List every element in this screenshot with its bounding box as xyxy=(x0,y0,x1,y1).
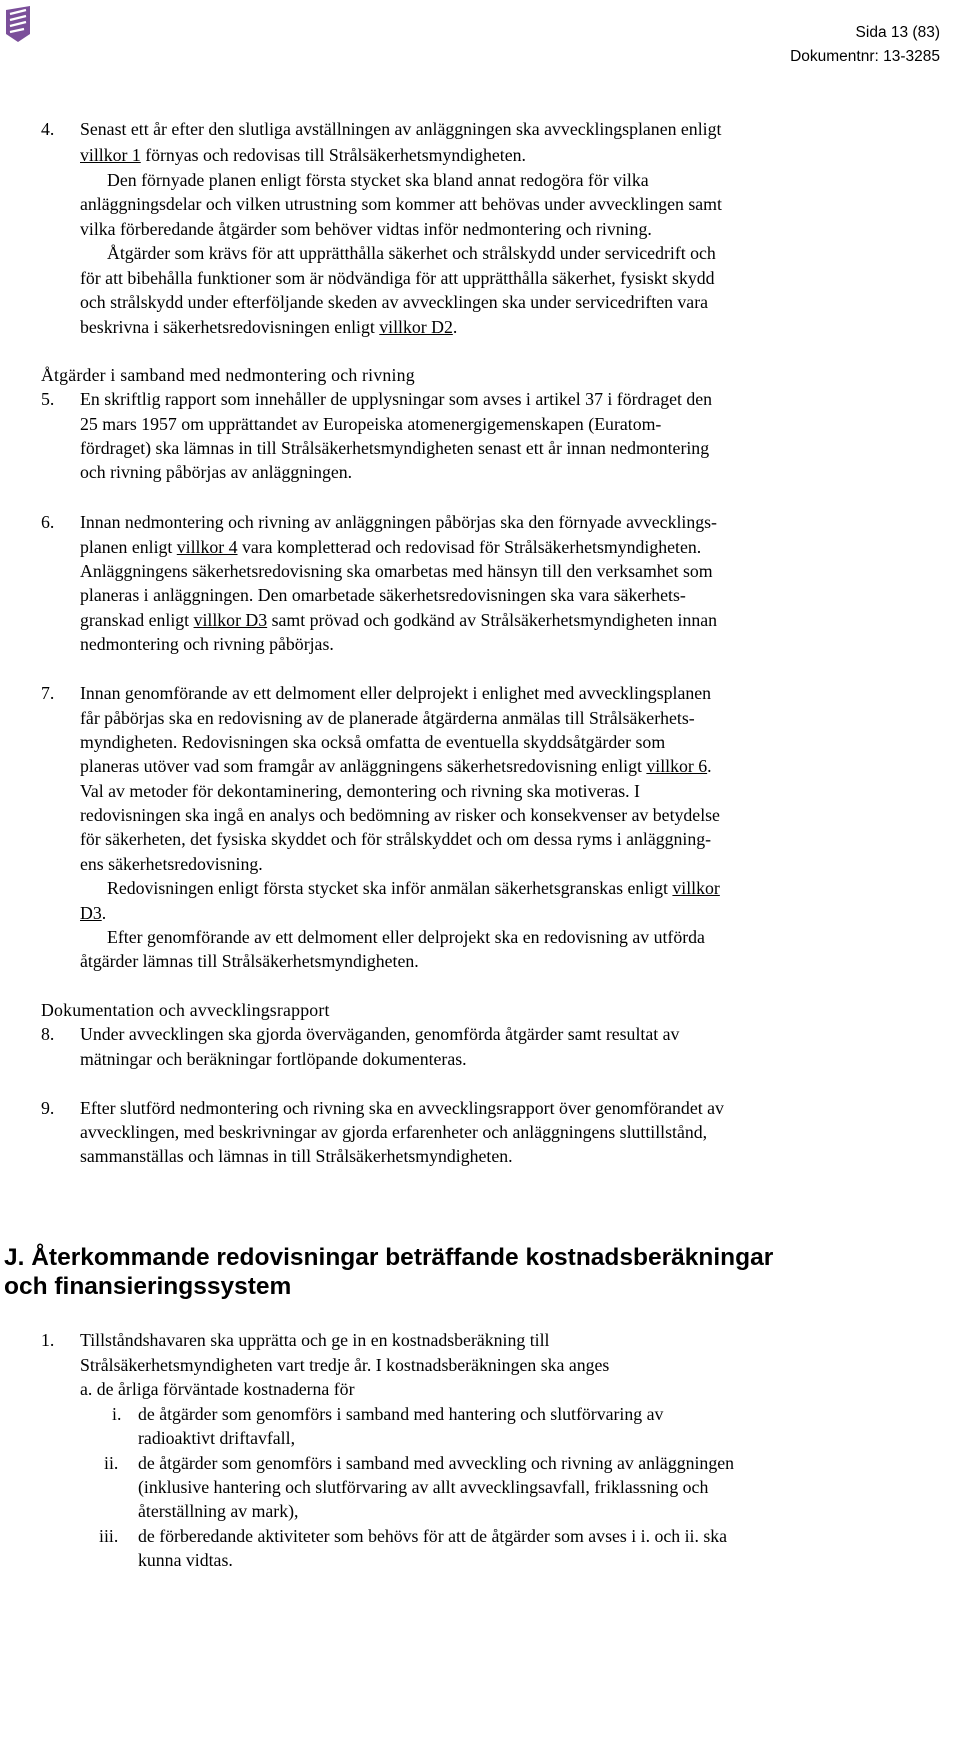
roman-numeral: i. xyxy=(112,1404,122,1424)
paragraph-line: En skriftlig rapport som innehåller de upplysningar som avses i artikel 37 i fördraget den xyxy=(80,389,713,409)
item-number: 1. xyxy=(41,1330,55,1350)
item-number: 6. xyxy=(41,512,55,532)
item-number: 8. xyxy=(41,1024,55,1044)
paragraph-line: och rivning påbörjas av anläggningen. xyxy=(80,462,353,482)
villkor-link[interactable]: villkor D2 xyxy=(379,317,453,337)
paragraph-line: villkor 1 förnyas och redovisas till Strålsäkerhetsmyndigheten. xyxy=(80,145,526,165)
paragraph-line: Den förnyade planen enligt första stycket ska bland annat redogöra för vilka xyxy=(107,170,649,190)
villkor-link[interactable]: villkor xyxy=(672,878,720,898)
paragraph-line: Innan nedmontering och rivning av anläggningen påbörjas ska den förnyade avvecklings- xyxy=(80,512,717,532)
paragraph-line: beskrivna i säkerhetsredovisningen enligt villkor D2. xyxy=(80,317,458,337)
paragraph-line: åtgärder lämnas till Strålsäkerhetsmyndigheten. xyxy=(80,951,419,971)
paragraph-line: de förberedande aktiviteter som behövs för att de åtgärder som avses i i. och ii. ska xyxy=(138,1526,728,1546)
paragraph-line: för att bibehålla funktioner som är nödvändiga för att upprätthålla säkerhet, fysiskt skydd xyxy=(80,268,715,288)
paragraph-line: Under avvecklingen ska gjorda överväganden, genomförda åtgärder samt resultat av xyxy=(80,1024,680,1044)
item-number: 5. xyxy=(41,389,55,409)
paragraph-line: granskad enligt villkor D3 samt prövad och godkänd av Strålsäkerhetsmyndigheten innan xyxy=(80,610,718,630)
paragraph-line: sammanställas och lämnas in till Strålsäkerhetsmyndigheten. xyxy=(80,1146,513,1166)
paragraph-line: avvecklingen, med beskrivningar av gjorda erfarenheter och anläggningens sluttillstånd, xyxy=(80,1122,708,1142)
paragraph-line: vilka förberedande åtgärder som behöver vidtas inför nedmontering och rivning. xyxy=(80,219,652,239)
paragraph-line: Val av metoder för dekontaminering, demontering och rivning ska motiveras. I xyxy=(80,781,640,801)
item-number: 4. xyxy=(41,119,55,139)
roman-numeral: ii. xyxy=(104,1453,119,1473)
organization-logo-icon xyxy=(4,4,32,44)
paragraph-line: de åtgärder som genomförs i samband med avveckling och rivning av anläggningen xyxy=(138,1453,734,1473)
villkor-link[interactable]: villkor 1 xyxy=(80,145,141,165)
paragraph-line: de åtgärder som genomförs i samband med hantering och slutförvaring av xyxy=(138,1404,664,1424)
paragraph-line: (inklusive hantering och slutförvaring av allt avvecklingsavfall, friklassning och xyxy=(138,1477,709,1497)
paragraph-line: kunna vidtas. xyxy=(138,1550,233,1570)
villkor-link[interactable]: D3 xyxy=(80,903,102,923)
paragraph-line: Strålsäkerhetsmyndigheten vart tredje år. I kostnadsberäkningen ska anges xyxy=(80,1355,610,1375)
item-number: 9. xyxy=(41,1098,55,1118)
paragraph-line: Redovisningen enligt första stycket ska inför anmälan säkerhetsgranskas enligt villkor xyxy=(107,878,720,898)
paragraph-line: Efter genomförande av ett delmoment eller delprojekt ska en redovisning av utförda xyxy=(107,927,705,947)
paragraph-line: radioaktivt driftavfall, xyxy=(138,1428,296,1448)
section-subheading: Åtgärder i samband med nedmontering och rivning xyxy=(41,365,415,385)
paragraph-line: anläggningsdelar och vilken utrustning som kommer att behövas under avvecklingen samt xyxy=(80,194,722,214)
document-number: Dokumentnr: 13-3285 xyxy=(790,48,940,65)
paragraph-line: planen enligt villkor 4 vara kompletterad och redovisad för Strålsäkerhetsmyndigheten. xyxy=(80,537,702,557)
section-subheading: Dokumentation och avvecklingsrapport xyxy=(41,1000,330,1020)
villkor-link[interactable]: villkor D3 xyxy=(193,610,268,630)
paragraph-line: Senast ett år efter den slutliga avställningen av anläggningen ska avvecklingsplanen enligt xyxy=(80,119,722,139)
paragraph-line: Tillståndshavaren ska upprätta och ge in en kostnadsberäkning till xyxy=(80,1330,550,1350)
section-heading: och finansieringssystem xyxy=(4,1273,292,1300)
paragraph-line: planeras utöver vad som framgår av anläggningens säkerhetsredovisning enligt villkor 6. xyxy=(80,756,712,776)
paragraph-line: planeras i anläggningen. Den omarbetade säkerhetsredovisningen ska vara säkerhets- xyxy=(80,585,686,605)
paragraph-line: Innan genomförande av ett delmoment eller delprojekt i enlighet med avvecklingsplanen xyxy=(80,683,712,703)
item-number: 7. xyxy=(41,683,55,703)
paragraph-line: redovisningen ska ingå en analys och bedömning av risker och konsekvenser av betydelse xyxy=(80,805,720,825)
villkor-link[interactable]: villkor 6 xyxy=(646,756,708,776)
paragraph-line: D3. xyxy=(80,903,107,923)
paragraph-line: mätningar och beräkningar fortlöpande dokumenteras. xyxy=(80,1049,467,1069)
paragraph-line: återställning av mark), xyxy=(138,1501,299,1521)
paragraph-line: Efter slutförd nedmontering och rivning ska en avvecklingsrapport över genomförandet av xyxy=(80,1098,724,1118)
villkor-link[interactable]: villkor 4 xyxy=(176,537,238,557)
section-heading: J. Återkommande redovisningar beträffande kostnadsberäkningar xyxy=(4,1244,774,1271)
paragraph-line: och strålskydd under efterföljande skeden av avvecklingen ska under servicedriften vara xyxy=(80,292,709,312)
paragraph-line: för säkerheten, det fysiska skyddet och för strålskyddet och om dessa ryms i anläggning- xyxy=(80,829,712,849)
paragraph-line: nedmontering och rivning påbörjas. xyxy=(80,634,334,654)
paragraph-line: ens säkerhetsredovisning. xyxy=(80,854,263,874)
paragraph-line: Anläggningens säkerhetsredovisning ska omarbetas med hänsyn till den verksamhet som xyxy=(80,561,713,581)
paragraph-line: fördraget) ska lämnas in till Strålsäkerhetsmyndigheten senast ett år innan nedmontering xyxy=(80,438,710,458)
paragraph-line: får påbörjas ska en redovisning av de planerade åtgärderna anmälas till Strålsäkerhets- xyxy=(80,708,695,728)
paragraph-line: 25 mars 1957 om upprättandet av Europeiska atomenergigemenskapen (Euratom- xyxy=(80,414,662,434)
roman-numeral: iii. xyxy=(99,1526,119,1546)
paragraph-line: Åtgärder som krävs för att upprätthålla säkerhet och strålskydd under servicedrift och xyxy=(107,243,716,263)
paragraph-line: myndigheten. Redovisningen ska också omfatta de eventuella skyddsåtgärder som xyxy=(80,732,666,752)
page-number: Sida 13 (83) xyxy=(855,24,940,41)
sublist-item-a: a. de årliga förväntade kostnaderna för xyxy=(80,1379,355,1399)
